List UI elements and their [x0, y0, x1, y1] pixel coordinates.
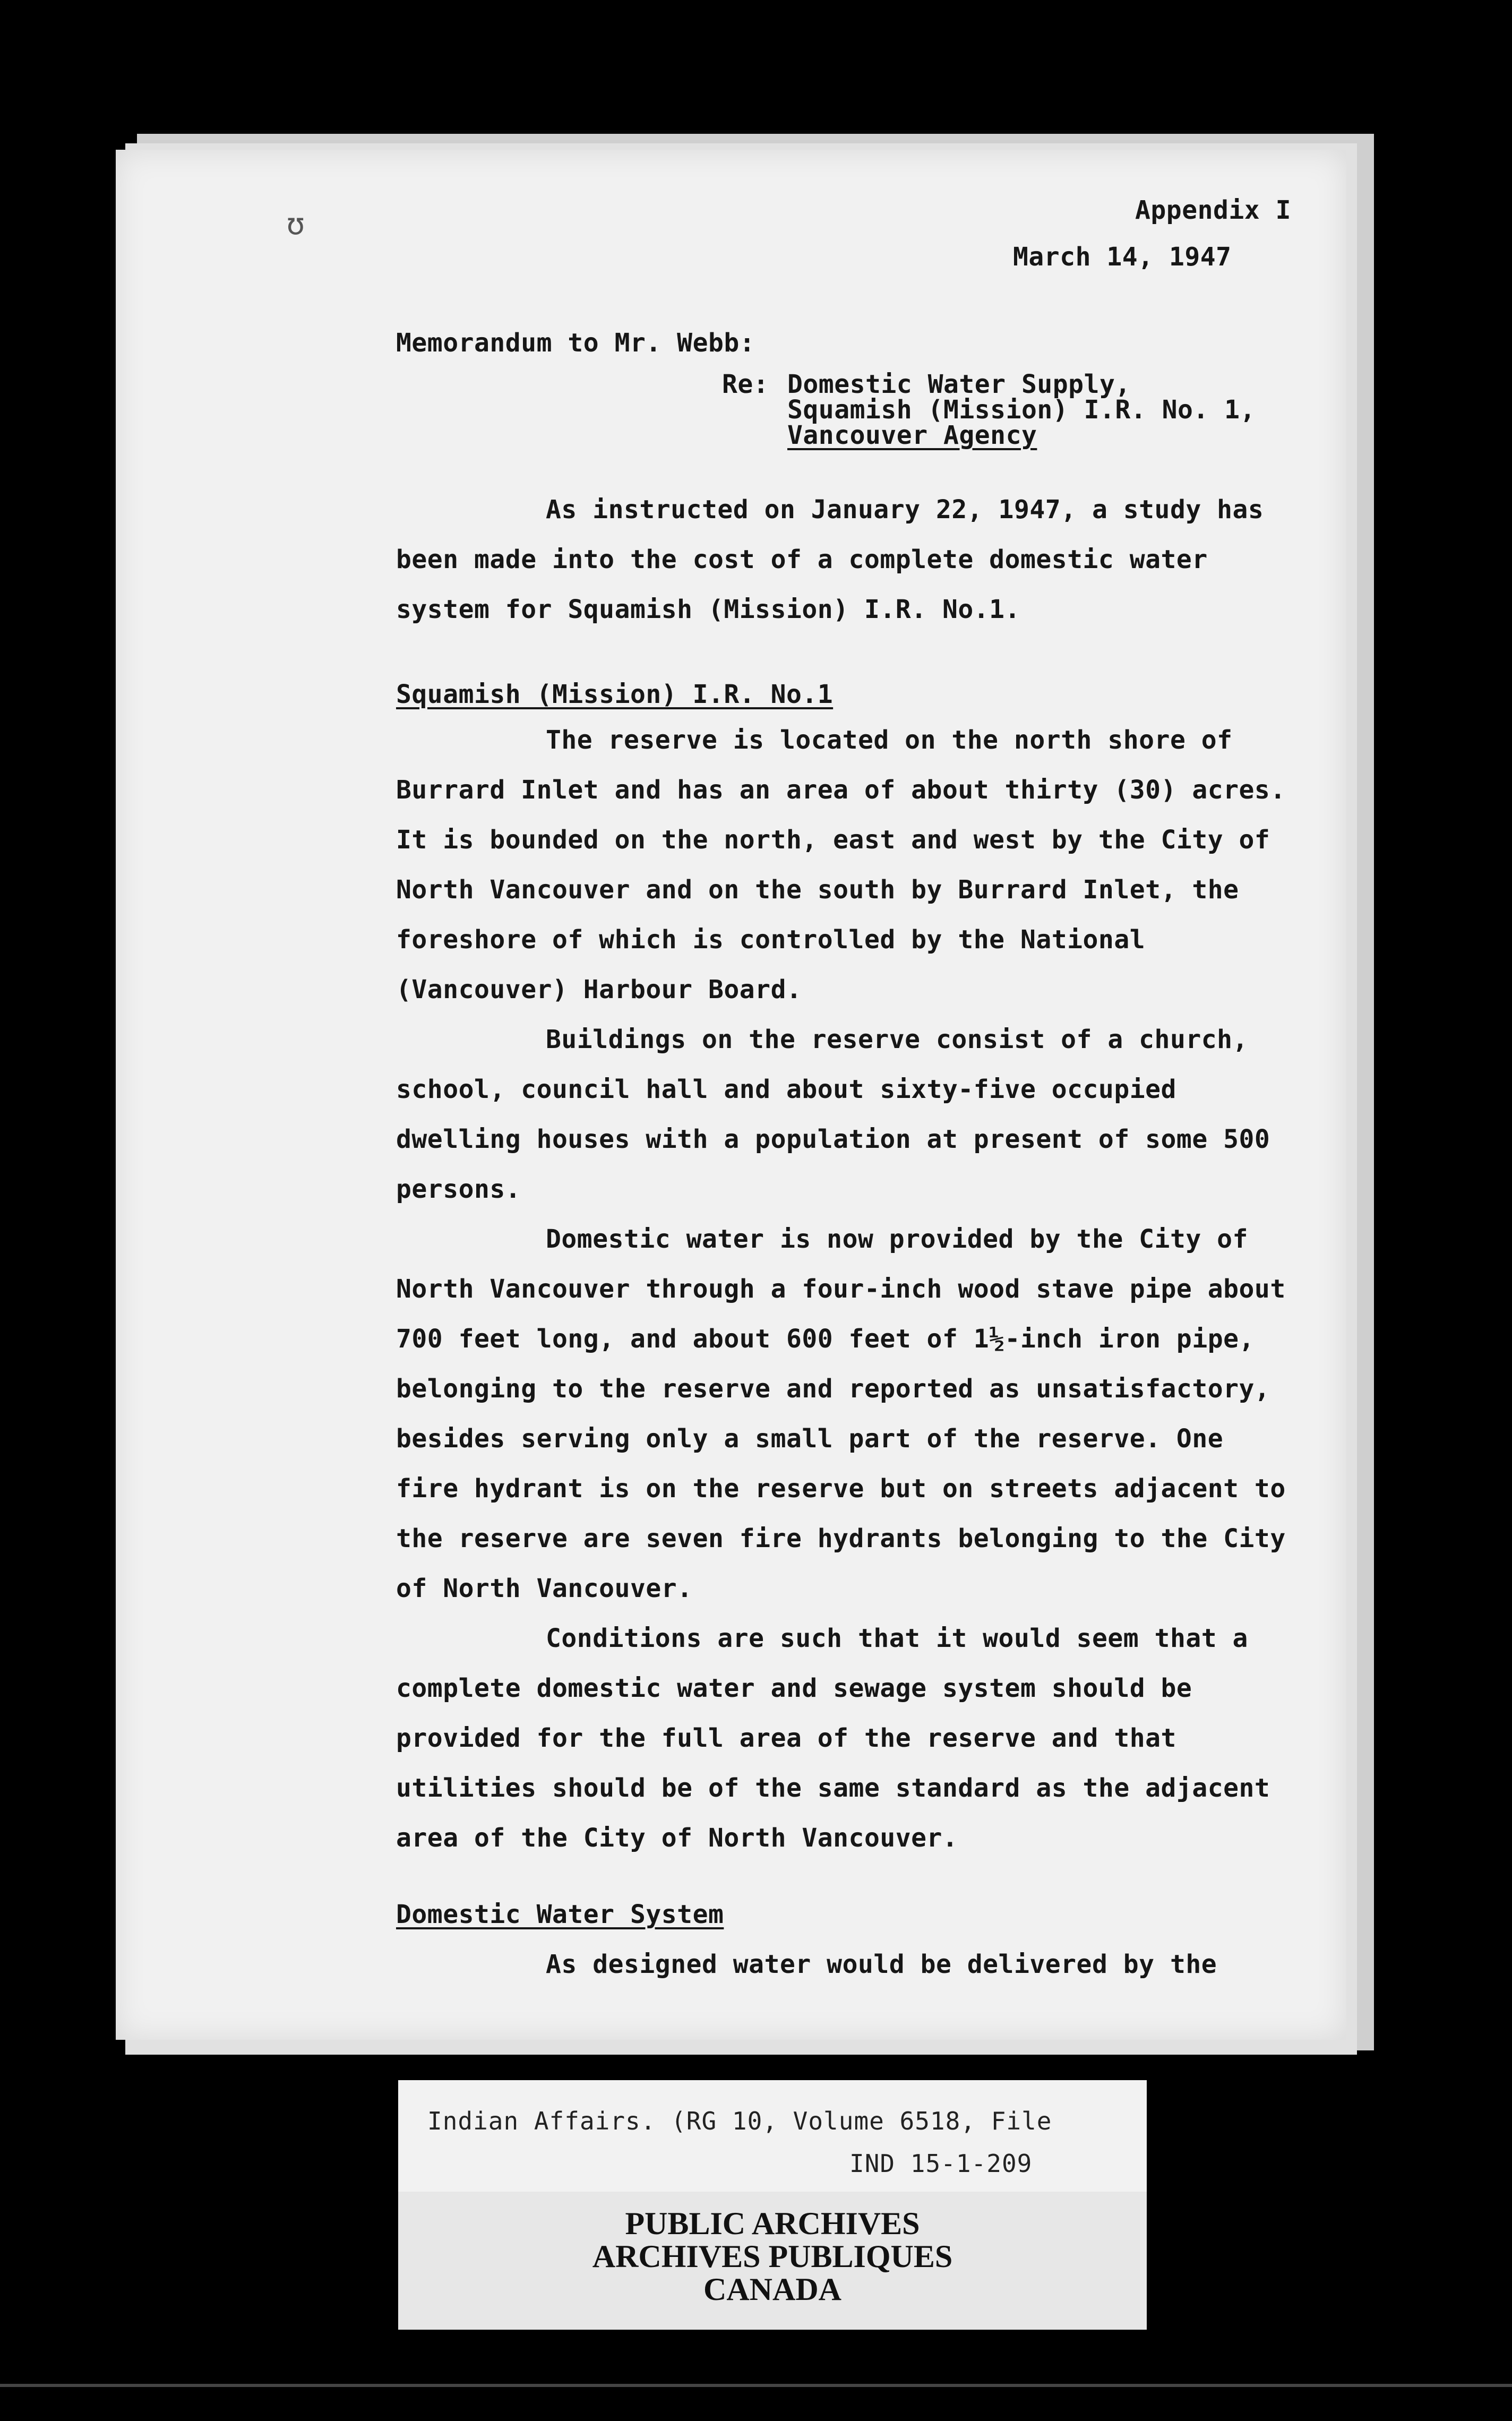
memo-page — [116, 150, 1346, 2040]
body-line: utilities should be of the same standard as the adjacent — [396, 1773, 1270, 1803]
body-line: It is bounded on the north, east and west by the City of — [396, 825, 1270, 855]
re-line: Domestic Water Supply, — [787, 370, 1131, 399]
archive-label-card — [398, 2080, 1147, 2330]
body-line: (Vancouver) Harbour Board. — [396, 975, 802, 1005]
memo-salutation: Memorandum to Mr. Webb: — [396, 328, 755, 358]
body-line: of North Vancouver. — [396, 1574, 693, 1603]
film-edge-line — [0, 2384, 1512, 2387]
body-line: 700 feet long, and about 600 feet of 1½-inch iron pipe, — [396, 1324, 1255, 1354]
body-line: area of the City of North Vancouver. — [396, 1823, 958, 1853]
body-line: Burrard Inlet and has an area of about thirty (30) acres. — [396, 775, 1286, 805]
body-line: persons. — [396, 1174, 521, 1204]
body-line: system for Squamish (Mission) I.R. No.1. — [396, 595, 1020, 624]
appendix-label: Appendix I — [1135, 195, 1291, 225]
archives-stamp-line: PUBLIC ARCHIVES — [625, 2206, 920, 2241]
section-heading: Squamish (Mission) I.R. No.1 — [396, 680, 834, 709]
body-line: belonging to the reserve and reported as unsatisfactory, — [396, 1374, 1270, 1404]
body-line: dwelling houses with a population at present of some 500 — [396, 1124, 1270, 1154]
re-label: Re: — [722, 370, 769, 399]
body-line: The reserve is located on the north shore of — [546, 725, 1233, 755]
archive-file-number: IND 15-1-209 — [849, 2149, 1033, 2178]
body-line: Buildings on the reserve consist of a church, — [546, 1025, 1248, 1054]
punch-mark: ʊ — [287, 207, 305, 242]
body-line: As designed water would be delivered by the — [546, 1950, 1217, 1979]
section-heading: Domestic Water System — [396, 1900, 724, 1929]
body-line: provided for the full area of the reserve and that — [396, 1723, 1176, 1753]
body-line: As instructed on January 22, 1947, a study has — [546, 495, 1264, 525]
memo-date: March 14, 1947 — [1013, 242, 1232, 272]
archive-reference-strip — [398, 2080, 1147, 2192]
body-line: North Vancouver and on the south by Burrard Inlet, the — [396, 875, 1239, 905]
archives-stamp-line: ARCHIVES PUBLIQUES — [592, 2239, 953, 2274]
body-line: fire hydrant is on the reserve but on streets adjacent to — [396, 1474, 1286, 1504]
re-line: Squamish (Mission) I.R. No. 1, — [787, 395, 1256, 425]
body-line: been made into the cost of a complete domestic water — [396, 545, 1208, 574]
body-line: foreshore of which is controlled by the National — [396, 925, 1146, 955]
body-line: besides serving only a small part of the reserve. One — [396, 1424, 1224, 1454]
body-line: the reserve are seven fire hydrants belonging to the City — [396, 1524, 1286, 1553]
body-line: Conditions are such that it would seem that a — [546, 1624, 1248, 1653]
archive-reference-line: Indian Affairs. (RG 10, Volume 6518, File — [427, 2107, 1052, 2135]
re-line: Vancouver Agency — [787, 420, 1037, 450]
body-line: North Vancouver through a four-inch wood stave pipe about — [396, 1274, 1286, 1304]
body-line: Domestic water is now provided by the City of — [546, 1224, 1248, 1254]
body-line: school, council hall and about sixty-five occupied — [396, 1075, 1176, 1104]
body-line: complete domestic water and sewage system should be — [396, 1673, 1192, 1703]
archives-stamp-line: CANADA — [703, 2272, 841, 2307]
